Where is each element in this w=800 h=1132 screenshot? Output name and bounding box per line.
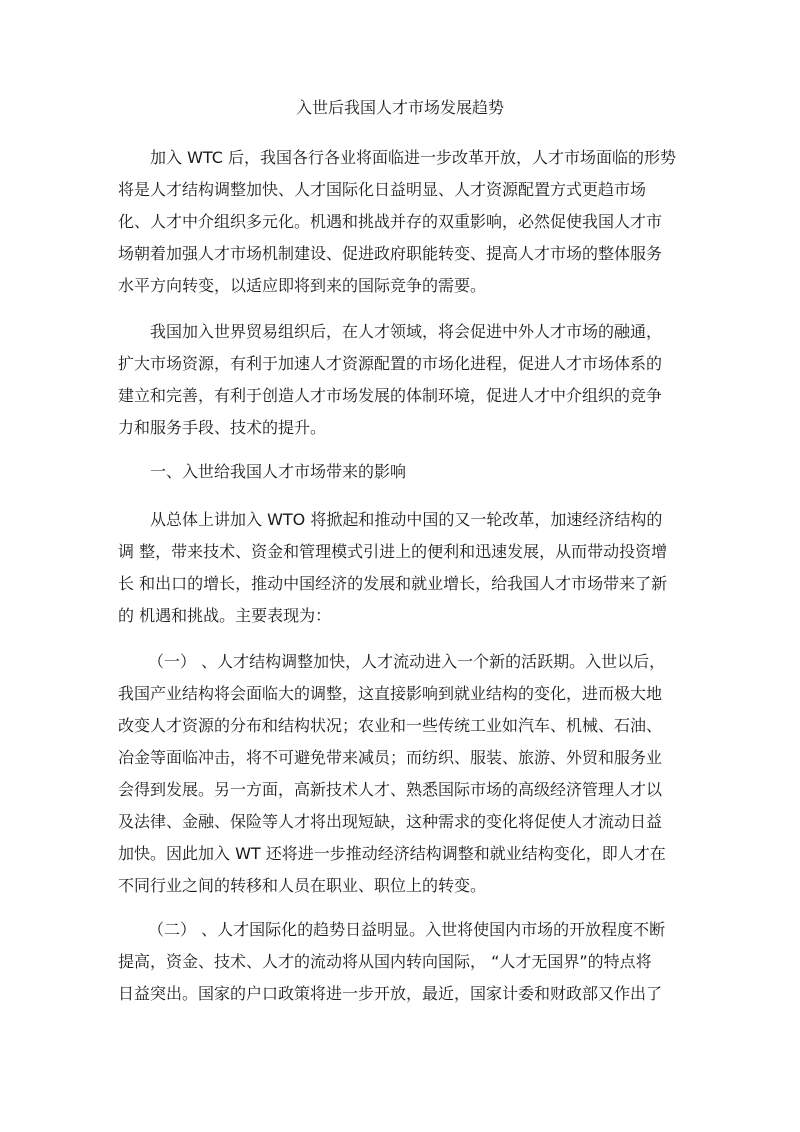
paragraph-line: 的 机遇和挑战。主要表现为：	[118, 606, 332, 625]
paragraph-line: 扩大市场资源，有利于加速人才资源配置的市场化进程，促进人才市场体系的	[118, 354, 663, 373]
paragraph-line: 将是人才结构调整加快、人才国际化日益明显、人才资源配置方式更趋市场	[118, 180, 647, 199]
section-heading	[118, 456, 658, 488]
paragraph-line: 加入 WTC 后，我国各行各业将面临进一步改革开放，人才市场面临的形势	[150, 148, 677, 167]
section-heading-text: 一、入世给我国人才市场带来的影响	[150, 462, 407, 481]
paragraph-line: 我国加入世界贸易组织后，在人才领域，将会促进中外人才市场的融通，	[150, 322, 663, 341]
paragraph-line: 化、人才中介组织多元化。机遇和挑战并存的双重影响，必然促使我国人才市	[118, 212, 663, 231]
paragraph-line: 日益突出。国家的户口政策将进一步开放，最近，国家计委和财政部又作出了	[118, 984, 663, 1003]
paragraph-line: 改变人才资源的分布和结构状况；农业和一些传统工业如汽车、机械、石油、	[118, 716, 663, 735]
paragraph-line: 场朝着加强人才市场机制建设、促进政府职能转变、提高人才市场的整体服务	[118, 244, 663, 263]
paragraph-line: 水平方向转变，以适应即将到来的国际竞争的需要。	[118, 276, 487, 295]
paragraph-line: 调 整，带来技术、资金和管理模式引进上的便利和迅速发展，从而带动投资增	[118, 542, 668, 561]
paragraph	[118, 316, 663, 444]
paragraph-line: 力和服务手段、技术的提升。	[118, 418, 327, 437]
paragraph-line: 从总体上讲加入 WTO 将掀起和推动中国的又一轮改革，加速经济结构的	[150, 510, 663, 529]
paragraph-line: 及法律、金融、保险等人才将出现短缺，这种需求的变化将促使人才流动日益	[118, 812, 663, 831]
document-title: 入世后我国人才市场发展趋势	[295, 98, 504, 117]
paragraph	[118, 142, 677, 302]
paragraph-line: 不同行业之间的转移和人员在职业、职位上的转变。	[118, 876, 487, 895]
paragraph-line: 冶金等面临冲击，将不可避免带来减员；而纺织、服装、旅游、外贸和服务业	[118, 748, 663, 767]
paragraph-line: 提高，资金、技术、人才的流动将从国内转向国际， “人才无国界”的特点将	[118, 952, 652, 971]
paragraph-line: （二） 、人才国际化的趋势日益明显。入世将使国内市场的开放程度不断	[148, 920, 666, 939]
paragraph-line: 建立和完善，有利于创造人才市场发展的体制环境，促进人才中介组织的竞争	[118, 386, 663, 405]
paragraph-line: 我国产业结构将会面临大的调整，这直接影响到就业结构的变化，进而极大地	[118, 684, 663, 703]
paragraph-line: 长 和出口的增长，推动中国经济的发展和就业增长，给我国人才市场带来了新	[118, 574, 668, 593]
paragraph	[118, 646, 666, 902]
paragraph-line: （一） 、人才结构调整加快，人才流动进入一个新的活跃期。入世以后，	[148, 652, 666, 671]
paragraph-line: 加快。因此加入 WT 还将进一步推动经济结构调整和就业结构变化，即人才在	[118, 844, 666, 863]
paragraph-line: 会得到发展。另一方面，高新技术人才、熟悉国际市场的高级经济管理人才以	[118, 780, 663, 799]
paragraph	[118, 504, 668, 632]
paragraph	[118, 914, 666, 1010]
